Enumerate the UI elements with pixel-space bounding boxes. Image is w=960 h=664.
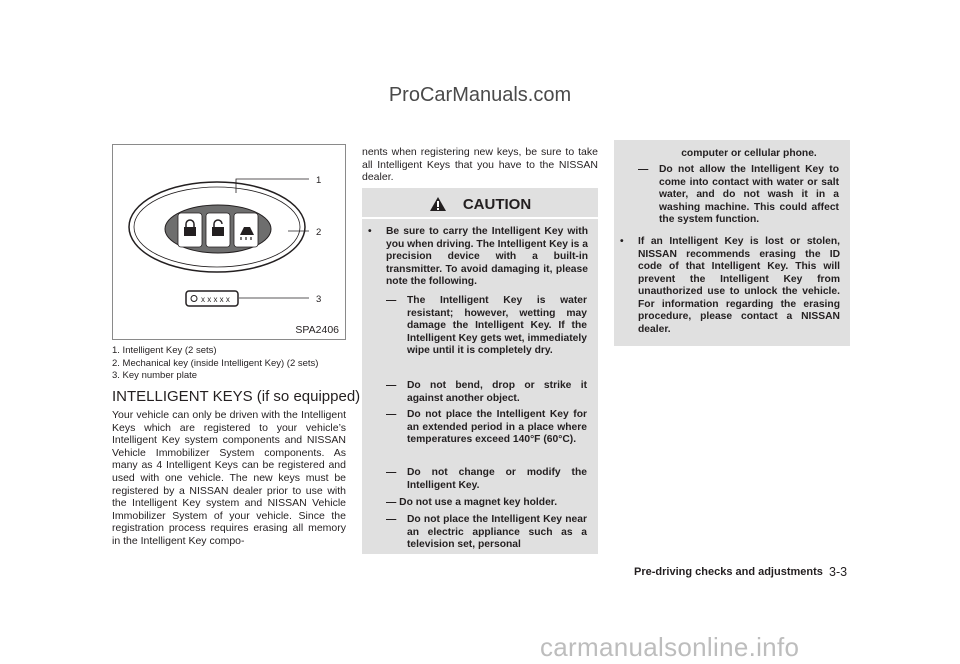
- caution-subitem-text: Do not change or modify the Intelligent Key.: [407, 467, 587, 491]
- figure-legend: [112, 345, 318, 383]
- caution-title: CAUTION: [462, 196, 532, 213]
- bullet-mark: •: [620, 236, 624, 247]
- section-heading: INTELLIGENT KEYS (if so equipped): [112, 388, 361, 405]
- warning-triangle-icon: [429, 196, 447, 212]
- caution-subitem-text: The Intelligent Key is water resistant; however, wetting may damage the Intelligent Key. If the Intelligent Key gets wet, immediately wipe until it is completely dry.: [407, 295, 587, 356]
- subitem-text: Do not use a magnet key holder.: [399, 497, 558, 508]
- dash-mark: —: [386, 409, 397, 420]
- dash-mark: —: [386, 295, 397, 306]
- footer-section-title: Pre-driving checks and adjustments: [634, 566, 823, 578]
- plate-text: x x x x x: [201, 295, 230, 304]
- figure-code: SPA2406: [295, 324, 339, 336]
- intelligent-key-figure: [112, 144, 346, 340]
- caution-heading: [362, 196, 598, 213]
- watermark-procarmanuals: ProCarManuals.com: [388, 84, 572, 106]
- section-body-continuation: nents when registering new keys, be sure to take all Intelligent Keys that you have to the NISSAN dealer.: [362, 146, 598, 184]
- bullet-mark: •: [368, 226, 372, 237]
- caution-box: [362, 188, 598, 554]
- caution-box-continued: [614, 140, 850, 346]
- callout-number-2: 2: [316, 227, 322, 238]
- callout-number-1: 1: [316, 175, 322, 186]
- intelligent-key-illustration: [113, 145, 347, 341]
- caution-subitem-text: Do not allow the Intelligent Key to come into contact with water or salt water, and do not wash it in a washing machine. This could affect the system function.: [659, 164, 839, 225]
- legend-item: 1. Intelligent Key (2 sets): [112, 345, 217, 356]
- dash-mark: —: [386, 497, 397, 508]
- dash-mark: —: [386, 380, 397, 391]
- dash-mark: —: [638, 164, 649, 175]
- caution-subitem-continued: computer or cellular phone.: [681, 148, 817, 159]
- bottom-watermark: carmanualsonline.info: [540, 632, 800, 662]
- dash-mark: —: [386, 467, 397, 478]
- page-number: 3-3: [829, 565, 848, 579]
- caution-subitem-text: Do not place the Intelligent Key for an extended period in a place where temperatures exceed 140°F (60°C).: [407, 409, 587, 445]
- callout-number-3: 3: [316, 294, 322, 305]
- caution-subitem-text: [386, 497, 557, 510]
- caution-subitem-text: Do not bend, drop or strike it against another object.: [407, 380, 587, 404]
- caution-divider: [362, 217, 598, 219]
- caution-item-text: Be sure to carry the Intelligent Key with you when driving. The Intelligent Key is a precision device with a built-in transmitter. To avoid damaging it, please note the following.: [386, 226, 588, 287]
- legend-item: 2. Mechanical key (inside Intelligent Key) (2 sets): [112, 357, 319, 369]
- section-body-text: Your vehicle can only be driven with the Intelligent Keys which are registered to your vehicle’s Intelligent Key system components and NISSAN Vehicle Immobilizer System components. As many as 4 Intelligent Keys can be registered and used with one vehicle. The new keys must be registered by a NISSAN dealer prior to use with the Intelligent Key system and NISSAN Vehicle Immobilizer System of your vehicle. Since the registration process requires erasing all memory in the Intelligent Key compo-: [112, 409, 346, 547]
- legend-item: 3. Key number plate: [112, 370, 198, 381]
- dash-mark: —: [386, 514, 397, 525]
- caution-item-text: If an Intelligent Key is lost or stolen, NISSAN recommends erasing the ID code of that Intelligent Key. This will prevent the Intelligent Key from unauthorized use to unlock the vehicle. For information regarding the erasing procedure, please contact a NISSAN dealer.: [638, 236, 840, 335]
- caution-subitem-text: Do not place the Intelligent Key near an electric appliance such as a television set, personal: [407, 514, 587, 550]
